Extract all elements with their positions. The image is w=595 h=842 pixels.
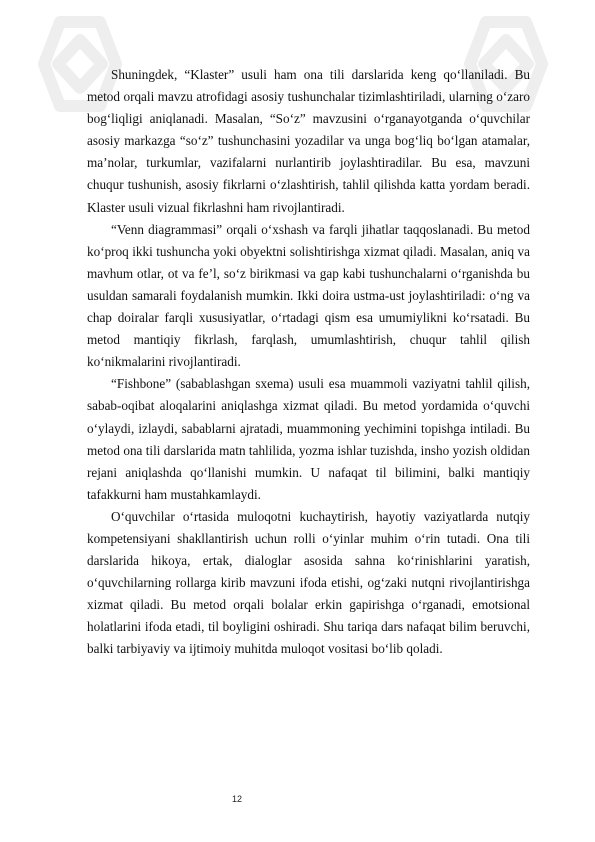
paragraph-klaster: Shuningdek, “Klaster” usuli ham ona tili darslarida keng qo‘llaniladi. Bu metod orqali mavzu atrofidagi asosiy tushunchalar tizimlashtiriladi, ularning o‘zaro bog‘liqligi aniqlanadi. Masalan, “So‘z” mavzusini o‘rganayotganda o‘quvchilar asosiy markazga “so‘z” tushunchasini yozadilar va unga bog‘liq bo‘lgan atamalar, ma’nolar, turkumlar, vazifalarni nurlantirib joylashtiradilar. Bu esa, mavzuni chuqur tushunish, asosiy fikrlarni o‘zlashtirish, tahlil qilishda katta yordam beradi. Klaster usuli vizual fikrlashni ham rivojlantiradi. [87,67,530,215]
document-body [87,64,530,661]
paragraph-venn-diagram: “Venn diagrammasi” orqali o‘xshash va farqli jihatlar taqqoslanadi. Bu metod ko‘proq ikki tushuncha yoki obyektni solishtirishga xizmat qiladi. Masalan, aniq va mavhum otlar, ot va fe’l, so‘z birikmasi va gap kabi tushunchalarni o‘rganishda bu usuldan samarali foydalanish mumkin. Ikki doira ustma-ust joylashtiriladi: o‘ng va chap doiralar farqli xususiyatlar, o‘rtadagi qism esa umumiylikni ko‘rsatadi. Bu metod mantiqiy fikrlash, farqlash, umumlashtirish, chuqur tahlil qilish ko‘nikmalarini rivojlantiradi. [87,221,530,370]
paragraph-fishbone: “Fishbone” (sabablashgan sxema) usuli esa muammoli vaziyatni tahlil qilish, sabab-oqibat aloqalarini aniqlashga xizmat qiladi. Bu metod yordamida o‘quvchi o‘ylaydi, izlaydi, sabablarni ajratadi, muammoning yechimini topishga intiladi. Bu metod ona tili darslarida matn tahlilida, yozma ishlar tuzishda, insho yozish oldidan rejani aniqlashda qo‘llanishi mumkin. U nafaqat til bilimini, balki mantiqiy tafakkurni ham mustahkamlaydi. [87,376,530,502]
paragraph-role-play: O‘quvchilar o‘rtasida muloqotni kuchaytirish, hayotiy vaziyatlarda nutqiy kompetensiyani shakllantirish uchun rolli o‘yinlar muhim o‘rin tutadi. Ona tili darslarida hikoya, ertak, dialoglar asosida sahna ko‘rinishlarini yaratish, o‘quvchilarning rollarga kirib mavzuni ifoda etishi, og‘zaki nutqni rivojlantirishga xizmat qiladi. Bu metod orqali bolalar erkin gapirishga o‘rganadi, emotsional holatlarini ifoda etadi, til boyligini oshiradi. Shu tariqa dars nafaqat bilim beruvchi, balki tarbiyaviy va ijtimoiy muhitda muloqot vositasi bo‘lib qoladi. [87,508,530,657]
page-number: 12 [232,794,243,804]
